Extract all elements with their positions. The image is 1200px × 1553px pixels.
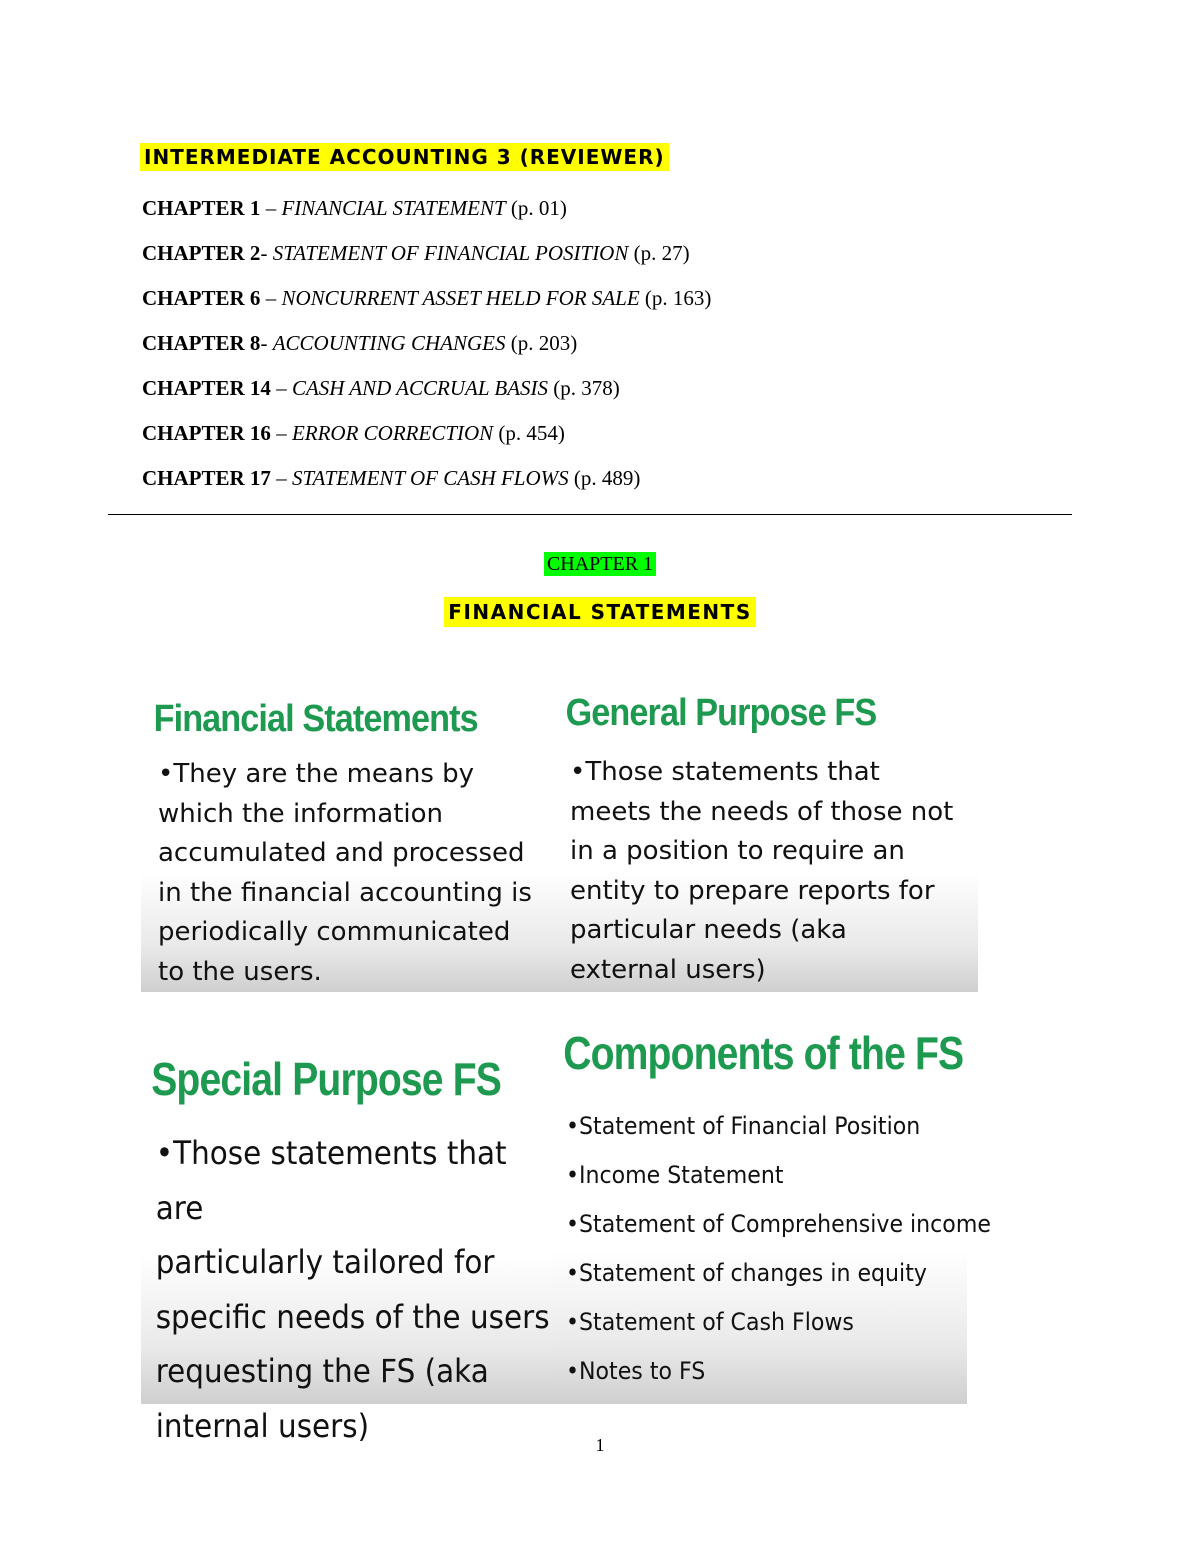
list-item: •Statement of Financial Position bbox=[566, 1112, 921, 1140]
toc-entry bbox=[142, 238, 711, 283]
panel-heading: Financial Statements bbox=[153, 698, 478, 740]
toc-chapter-label: CHAPTER 17 bbox=[142, 466, 271, 490]
toc-separator: – bbox=[270, 376, 292, 400]
toc-separator: - bbox=[260, 331, 273, 355]
components-list bbox=[553, 1080, 991, 1396]
panel-financial-statements bbox=[141, 692, 553, 992]
toc-separator: – bbox=[260, 286, 282, 310]
toc-page-ref: (p. 01) bbox=[505, 196, 567, 220]
toc-chapter-label: CHAPTER 2 bbox=[142, 241, 261, 265]
chapter-label-text: CHAPTER 1 bbox=[544, 552, 656, 576]
chapter-title-text: FINANCIAL STATEMENTS bbox=[444, 597, 755, 627]
list-item: •Statement of changes in equity bbox=[566, 1259, 927, 1287]
toc-separator: – bbox=[270, 466, 292, 490]
toc-page-ref: (p. 27) bbox=[628, 241, 690, 265]
list-item: •Notes to FS bbox=[566, 1357, 706, 1385]
list-item: •Income Statement bbox=[566, 1161, 784, 1189]
chapter-label bbox=[0, 553, 1200, 576]
toc-page-ref: (p. 378) bbox=[548, 376, 620, 400]
toc-separator: - bbox=[260, 241, 273, 265]
toc-chapter-label: CHAPTER 14 bbox=[142, 376, 271, 400]
chapter-title bbox=[0, 600, 1200, 624]
toc-entry bbox=[142, 373, 711, 418]
page-number: 1 bbox=[595, 1435, 605, 1455]
toc-chapter-title: CASH AND ACCRUAL BASIS bbox=[291, 376, 549, 400]
toc-entry bbox=[142, 418, 711, 463]
toc-entry bbox=[142, 328, 711, 373]
list-item: •Statement of Comprehensive income bbox=[566, 1210, 991, 1238]
panel-components-of-fs bbox=[553, 1022, 991, 1404]
panel-heading: General Purpose FS bbox=[565, 692, 877, 734]
toc-entry bbox=[142, 463, 711, 508]
toc-chapter-title: NONCURRENT ASSET HELD FOR SALE bbox=[281, 286, 640, 310]
toc-chapter-title: FINANCIAL STATEMENT bbox=[281, 196, 506, 220]
toc-page-ref: (p. 203) bbox=[505, 331, 578, 355]
toc-page-ref: (p. 454) bbox=[493, 421, 565, 445]
toc-chapter-label: CHAPTER 1 bbox=[142, 196, 261, 220]
toc-page-ref: (p. 489) bbox=[568, 466, 641, 490]
toc-chapter-title: STATEMENT OF FINANCIAL POSITION bbox=[272, 241, 629, 265]
document-title: INTERMEDIATE ACCOUNTING 3 (REVIEWER) bbox=[140, 143, 669, 171]
toc-chapter-label: CHAPTER 16 bbox=[142, 421, 271, 445]
toc-chapter-title: STATEMENT OF CASH FLOWS bbox=[291, 466, 569, 490]
toc-chapter-label: CHAPTER 8 bbox=[142, 331, 261, 355]
table-of-contents bbox=[142, 193, 711, 508]
panel-body: •They are the means by which the information accumulated and processed in the financial accounting is periodically communicated to the users. bbox=[158, 759, 532, 987]
toc-separator: – bbox=[260, 196, 282, 220]
panel-heading: Special Purpose FS bbox=[151, 1053, 501, 1105]
panel-body: •Those statements that are particularly tailored for specific needs of the users requesting the FS (aka internal users) bbox=[155, 1134, 550, 1445]
toc-entry bbox=[142, 193, 711, 238]
horizontal-divider bbox=[108, 514, 1072, 515]
toc-entry bbox=[142, 283, 711, 328]
panel-general-purpose-fs bbox=[553, 692, 978, 992]
toc-chapter-title: ERROR CORRECTION bbox=[291, 421, 494, 445]
toc-page-ref: (p. 163) bbox=[639, 286, 712, 310]
panel-body: •Those statements that meets the needs of those not in a position to require an entity to prepare reports for particular needs (aka external users) bbox=[570, 757, 954, 985]
toc-chapter-label: CHAPTER 6 bbox=[142, 286, 261, 310]
toc-chapter-title: ACCOUNTING CHANGES bbox=[272, 331, 506, 355]
toc-separator: – bbox=[270, 421, 292, 445]
panel-special-purpose-fs bbox=[141, 1030, 553, 1445]
list-item: •Statement of Cash Flows bbox=[566, 1308, 854, 1336]
panel-heading: Components of the FS bbox=[563, 1027, 964, 1079]
